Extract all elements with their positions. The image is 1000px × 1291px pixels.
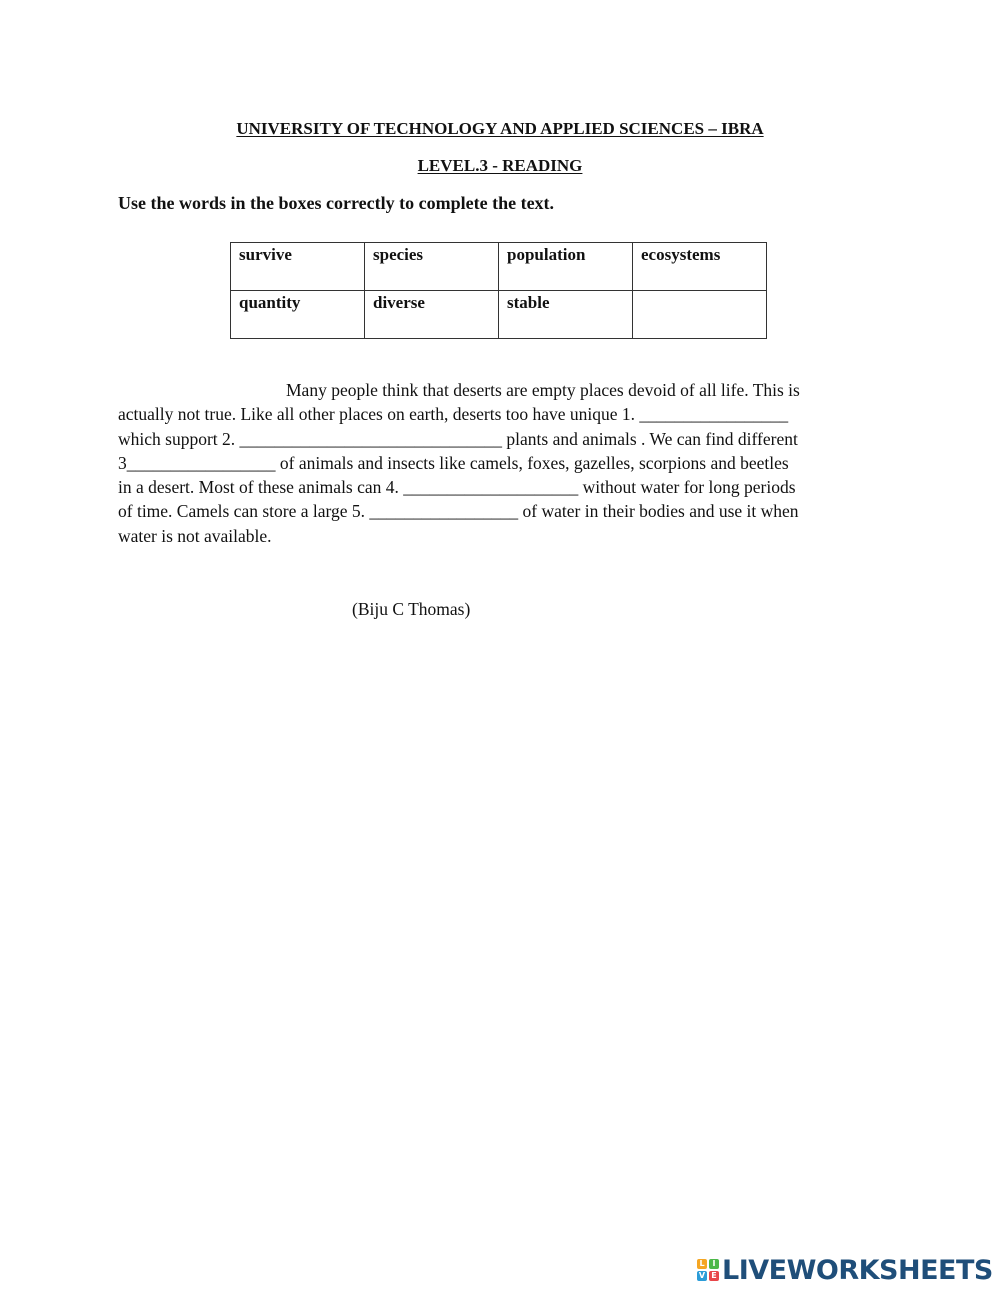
passage-line: in a desert. Most of these animals can 4. ____________________ without water for long periods bbox=[118, 477, 796, 498]
author-credit: (Biju C Thomas) bbox=[352, 599, 471, 619]
logo-square: E bbox=[709, 1271, 719, 1281]
word-box-table bbox=[230, 242, 767, 339]
logo-square: L bbox=[697, 1259, 707, 1269]
university-title: UNIVERSITY OF TECHNOLOGY AND APPLIED SCIENCES – IBRA bbox=[236, 119, 764, 138]
word-box-row bbox=[231, 291, 767, 339]
level-title: LEVEL.3 - READING bbox=[417, 156, 583, 175]
word-box-row bbox=[231, 243, 767, 291]
passage-line: 3_________________ of animals and insects like camels, foxes, gazelles, scorpions and beetles bbox=[118, 452, 789, 473]
reading-passage bbox=[118, 378, 888, 548]
passage-line: of time. Camels can store a large 5. _________________ of water in their bodies and use it when bbox=[118, 501, 799, 522]
passage-line: actually not true. Like all other places on earth, deserts too have unique 1. _________________ bbox=[118, 404, 789, 425]
liveworksheets-logo-icon bbox=[697, 1259, 719, 1281]
logo-square: I bbox=[709, 1259, 719, 1269]
word-cell: survive bbox=[231, 243, 365, 291]
passage-line: water is not available. bbox=[118, 525, 272, 546]
logo-text: LIVEWORKSHEETS bbox=[722, 1254, 993, 1286]
logo-square: V bbox=[698, 1271, 706, 1280]
word-cell: species bbox=[365, 243, 499, 291]
word-cell: diverse bbox=[365, 291, 499, 339]
word-cell: quantity bbox=[231, 291, 365, 339]
word-cell: stable bbox=[499, 291, 633, 339]
word-cell: ecosystems bbox=[633, 243, 767, 291]
passage-line: which support 2. ______________________________ plants and animals . We can find different bbox=[118, 428, 798, 449]
instruction-text: Use the words in the boxes correctly to complete the text. bbox=[118, 193, 555, 213]
passage-line: Many people think that deserts are empty places devoid of all life. This is bbox=[286, 380, 800, 400]
word-cell-empty bbox=[633, 291, 767, 339]
liveworksheets-logo bbox=[697, 1255, 993, 1285]
word-cell: population bbox=[499, 243, 633, 291]
